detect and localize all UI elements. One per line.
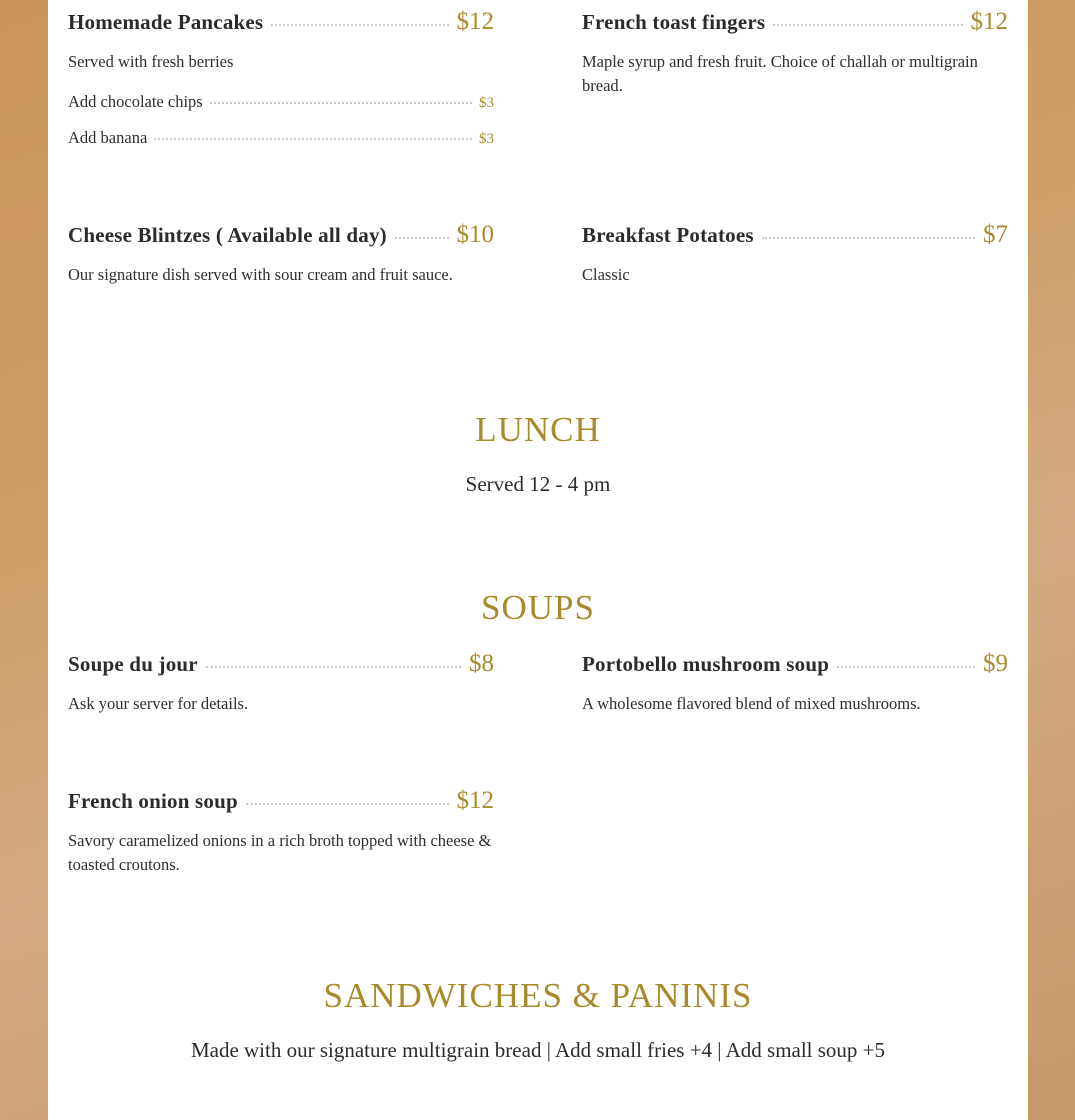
item-price: $10 <box>456 221 494 248</box>
item-description: Served with fresh berries <box>68 52 234 71</box>
item-description: Maple syrup and fresh fruit. Choice of challah or multigrain bread. <box>582 52 978 95</box>
menu-page <box>48 0 1028 1120</box>
item-name: Portobello mushroom soup <box>582 652 830 676</box>
addon-name: Add banana <box>68 128 148 147</box>
item-description: A wholesome flavored blend of mixed mushrooms. <box>582 694 921 713</box>
leader-dots <box>206 666 461 668</box>
addon-banana <box>68 128 494 148</box>
item-name: French onion soup <box>68 789 238 813</box>
item-name: Breakfast Potatoes <box>582 223 754 247</box>
addon-price: $3 <box>479 131 494 147</box>
leader-dots <box>210 102 472 104</box>
item-name: French toast fingers <box>582 10 766 34</box>
menu-item-cheese-blintzes <box>68 221 494 287</box>
menu-item-breakfast-potatoes <box>582 221 1008 287</box>
item-price: $12 <box>456 8 494 35</box>
item-name: Homemade Pancakes <box>68 10 264 34</box>
item-name: Soupe du jour <box>68 652 198 676</box>
menu-item-french-toast-fingers <box>582 8 1008 98</box>
section-subtitle-sandwiches: Made with our signature multigrain bread | Add small fries +4 | Add small soup +5 <box>190 1038 886 1062</box>
item-name: Cheese Blintzes ( Available all day) <box>68 223 387 247</box>
item-price: $12 <box>456 787 494 814</box>
leader-dots <box>837 666 975 668</box>
menu-item-portobello-mushroom-soup <box>582 650 1008 716</box>
menu-item-homemade-pancakes <box>68 8 494 74</box>
section-subtitle-lunch: Served 12 - 4 pm <box>465 472 611 496</box>
leader-dots <box>395 237 449 239</box>
item-description: Our signature dish served with sour cream and fruit sauce. <box>68 265 453 284</box>
item-price: $7 <box>983 221 1008 248</box>
item-price: $12 <box>970 8 1008 35</box>
addon-name: Add chocolate chips <box>68 92 203 111</box>
addon-price: $3 <box>479 95 494 111</box>
leader-dots <box>271 24 448 26</box>
section-title-lunch: LUNCH <box>475 410 601 449</box>
item-description: Savory caramelized onions in a rich broth topped with cheese & toasted croutons. <box>68 831 492 874</box>
menu-item-soupe-du-jour <box>68 650 494 716</box>
item-price: $9 <box>983 650 1008 677</box>
item-description: Classic <box>582 265 630 284</box>
item-description: Ask your server for details. <box>68 694 249 713</box>
addon-chocolate-chips <box>68 92 494 112</box>
leader-dots <box>154 138 472 140</box>
leader-dots <box>762 237 975 239</box>
section-title-soups: SOUPS <box>481 588 595 627</box>
menu-item-french-onion-soup <box>68 787 494 877</box>
section-title-sandwiches: SANDWICHES & PANINIS <box>323 976 753 1015</box>
leader-dots <box>246 803 449 805</box>
item-price: $8 <box>469 650 494 677</box>
leader-dots <box>773 24 962 26</box>
